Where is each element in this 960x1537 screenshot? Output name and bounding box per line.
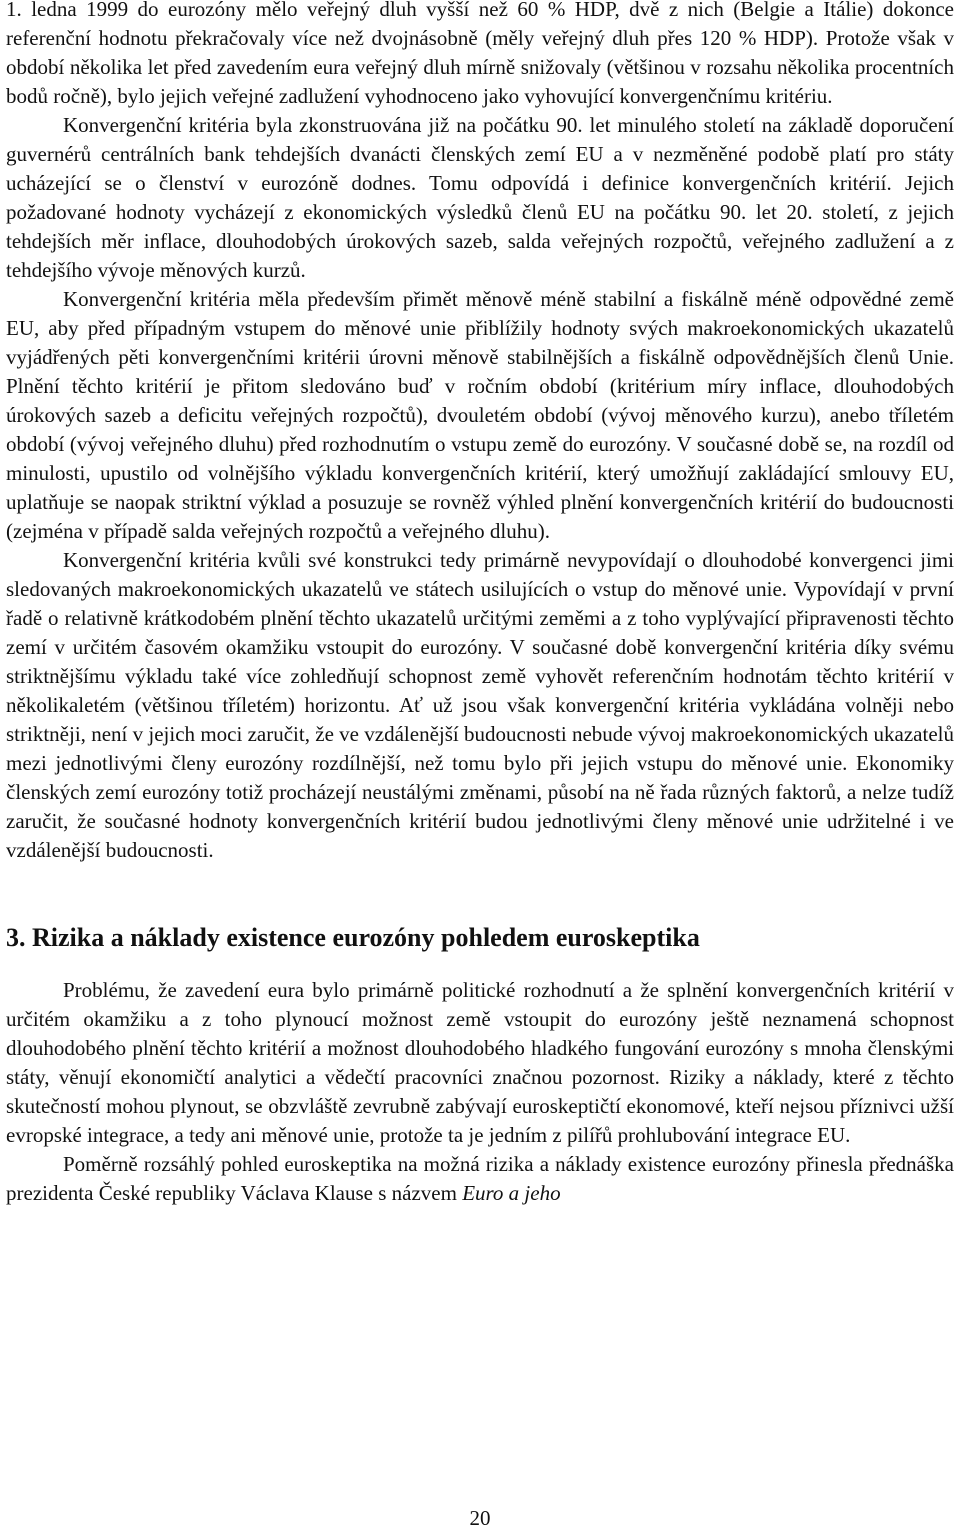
page-number: 20	[469, 1506, 491, 1530]
section-heading	[6, 922, 954, 954]
paragraph-klaus-lecture-text: Poměrně rozsáhlý pohled euroskeptika na možná rizika a náklady existence eurozóny přinesla přednáška prezidenta České republiky Václava Klause s názvem	[6, 1152, 954, 1205]
paragraph-convergence-criteria-origin: Konvergenční kritéria byla zkonstruována již na počátku 90. let minulého století na základě doporučení guvernérů centrálních bank tehdejších dvanácti členských zemí EU a v nezměněné podobě platí pro státy ucházející se o členství v eurozóně dodnes. Tomu odpovídá i definice konvergenčních kritérií. Jejich požadované hodnoty vycházejí z ekonomických výsledků členů EU na počátku 90. let 20. století, z jejich tehdejších měr inflace, dlouhodobých úrokových sazeb, salda veřejných rozpočtů, veřejného zadlužení a z tehdejšího vývoje měnových kurzů.	[6, 113, 954, 282]
paragraph-convergence-criteria-purpose: Konvergenční kritéria měla především přimět měnově méně stabilní a fiskálně méně odpovědné země EU, aby před případným vstupem do měnové unie přiblížily hodnoty svých makroekonomických ukazatelů vyjádřených pěti konvergenčními kritérii úrovni měnově stabilnějších a fiskálně odpovědnějších členů Unie. Plnění těchto kritérií je přitom sledováno buď v ročním období (kritérium míry inflace, dlouhodobých úrokových sazeb a deficitu veřejných rozpočtů), dvouletém období (vývoj měnového kurzu), anebo tříletém období (vývoj veřejného dluhu) před rozhodnutím o vstupu země do eurozóny. V současné době se, na rozdíl od minulosti, upustilo od volnějšího výkladu konvergenčních kritérií, který umožňují zakládající smlouvy EU, uplatňuje se naopak striktní výklad a posuzuje se rovněž výhled plnění konvergenčních kritérií do budoucnosti (zejména v případě salda veřejných rozpočtů a veřejného dluhu).	[6, 287, 954, 543]
paragraph-continuation: 1. ledna 1999 do eurozóny mělo veřejný dluh vyšší než 60 % HDP, dvě z nich (Belgie a Itálie) dokonce referenční hodnotu překračovaly více než dvojnásobně (měly veřejný dluh přes 120 % HDP). Protože však v období několika let před zavedením eura veřejný dluh mírně snižovaly (většinou v rozsahu několika procentních bodů ročně), bylo jejich veřejné zadlužení vyhodnoceno jako vyhovující konvergenčnímu kritériu.	[6, 0, 954, 108]
section-heading-text: 3. Rizika a náklady existence eurozóny pohledem euroskeptika	[6, 923, 700, 952]
paragraph-convergence-criteria-limits: Konvergenční kritéria kvůli své konstrukci tedy primárně nevypovídají o dlouhodobé konvergenci jimi sledovaných makroekonomických ukazatelů ve státech usilujících o vstup do měnové unie. Vypovídají v první řadě o relativně krátkodobém plnění těchto ukazatelů určitými zeměmi a z toho vyplývající připravenosti těchto zemí v určitém časovém okamžiku vstoupit do eurozóny. V současné době konvergenční kritéria díky svému striktnějšímu výkladu také více zohledňují schopnost země vyhovět referenčním hodnotám těchto kritérií v několikaletém (většinou tříletém) horizontu. Ať už jsou však konvergenční kritéria vykládána volněji nebo striktněji, není v jejich moci zaručit, že ve vzdálenější budoucnosti nebude vývoj makroekonomických ukazatelů mezi jednotlivými členy eurozóny rozdílnější, než tomu bylo při jejich vstupu do měnové unie. Ekonomiky členských zemí eurozóny totiž procházejí neustálými změnami, působí na ně řada různých faktorů, a nelze tudíž zaručit, že současné hodnoty konvergenčních kritérií budou jednotlivými členy měnové unie udržitelné i ve vzdálenější budoucnosti.	[6, 548, 954, 862]
paragraph-klaus-lecture	[6, 1150, 954, 1208]
paragraph-euroskeptic-intro: Problému, že zavedení eura bylo primárně politické rozhodnutí a že splnění konvergenčních kritérií v určitém okamžiku a z toho plynoucí možnost země vstoupit do eurozóny ještě neznamená schopnost dlouhodobého plnění těchto kritérií a možnost dlouhodobého hladkého fungování eurozóny s mnoha členskými státy, věnují ekonomičtí analytici a vědečtí pracovníci značnou pozornost. Riziky a náklady, které z těchto skutečností mohou plynout, se obzvláště zevrubně zabývají euroskeptičtí ekonomové, kteří nejsou příznivci užší evropské integrace, a tedy ani měnové unie, protože ta je jedním z pilířů prohlubování integrace EU.	[6, 978, 954, 1147]
lecture-title-italic: Euro a jeho	[462, 1181, 561, 1205]
